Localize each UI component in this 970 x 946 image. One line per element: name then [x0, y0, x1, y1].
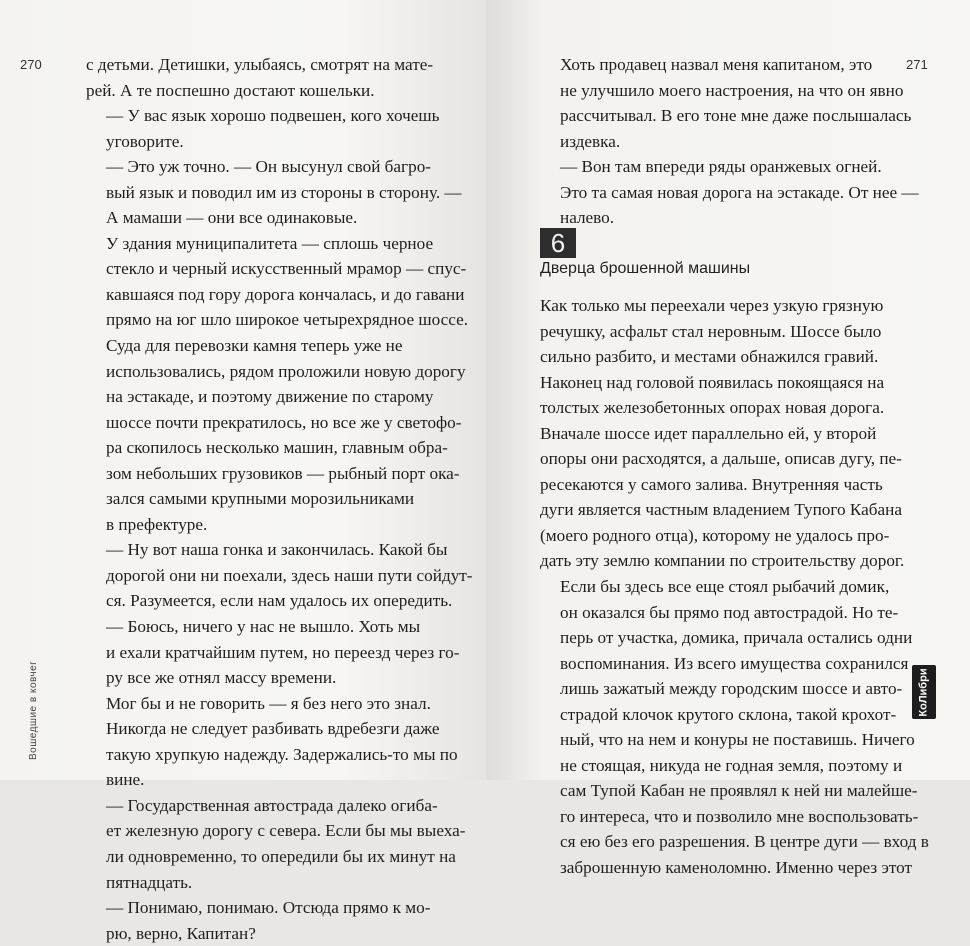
text-line: использовались, рядом проложили новую дорогу	[106, 361, 466, 381]
text-line: ресекаются у самого залива. Внутренняя часть	[540, 474, 883, 494]
left-page-text	[86, 52, 473, 946]
chapter-title: Дверца брошенной машины	[540, 260, 751, 277]
paragraph	[86, 154, 462, 231]
text-line: А мамаши — они все одинаковые.	[106, 208, 358, 228]
text-line: стекло и черный искусственный мрамор — спус-	[106, 259, 467, 279]
text-line: прямо на юг шло широкое четырехрядное шоссе.	[106, 310, 469, 330]
text-line: и ехали кратчайшим путем, но переезд через го-	[106, 642, 460, 662]
paragraph	[86, 537, 473, 614]
text-line: (моего родного отца), которому не удалось про-	[540, 525, 890, 545]
text-line: дорогой они ни поехали, здесь наши пути сойдут-	[106, 565, 473, 585]
text-line: не улучшило моего настроения, на что он явно	[560, 80, 904, 100]
text-line: уговорите.	[106, 131, 184, 151]
text-line: Хоть продавец назвал меня капитаном, это	[560, 55, 873, 74]
page-number-right: 271	[906, 57, 928, 72]
paragraph	[86, 231, 469, 538]
paragraph	[86, 793, 466, 895]
text-line: вине.	[106, 770, 145, 790]
text-line: ру все же отнял массу времени.	[106, 668, 337, 688]
text-line: ный, что на нем и конуры не поставишь. Ничего	[560, 730, 915, 750]
paragraph	[540, 52, 912, 154]
paragraph	[540, 154, 919, 231]
text-line: кавшаяся под гору дорога кончалась, и до гавани	[106, 284, 465, 304]
paragraph	[86, 614, 460, 691]
text-line: сам Тупой Кабан не проявлял к ней ни малейше-	[560, 781, 918, 801]
text-line: — Ну вот наша гонка и закончилась. Какой бы	[106, 540, 448, 560]
text-line: вый язык и поводил им из стороны в сторону. —	[106, 182, 462, 202]
text-line: зался самыми крупными морозильниками	[106, 489, 415, 509]
text-line: лишь зажатый между городским шоссе и авто-	[560, 679, 903, 699]
text-line: такую хрупкую надежду. Задержались-то мы по	[106, 744, 458, 764]
publisher-logo	[912, 665, 936, 719]
text-line: дать эту землю компании по строительству дорог.	[540, 551, 905, 571]
text-line: — Боюсь, ничего у нас не вышло. Хоть мы	[106, 617, 421, 637]
text-line: шоссе почти прекратилось, но все же у светофо-	[106, 412, 462, 432]
text-line: заброшенную каменоломню. Именно через этот	[560, 858, 913, 878]
text-line: перь от участка, домика, причала остались одни	[560, 628, 913, 648]
text-line: ся ею без его разрешения. В центре дуги — вход в	[560, 832, 929, 852]
page-number-left: 270	[20, 57, 42, 72]
text-line: Это та самая новая дорога на эстакаде. От нее —	[560, 182, 919, 202]
paragraph	[86, 103, 446, 154]
text-line: на эстакаде, и поэтому движение по старому	[106, 387, 434, 407]
text-line: — Понимаю, понимаю. Отсюда прямо к мо-	[106, 898, 431, 918]
paragraph	[86, 691, 458, 793]
text-line: не стоящая, никуда не годная земля, поэтому и	[560, 755, 903, 775]
chapter-heading	[540, 228, 750, 278]
text-line: рассчитывал. В его тоне мне даже послышалась	[560, 106, 912, 126]
text-line: Никогда не следует разбивать вдребезги даже	[106, 719, 440, 739]
text-line: воспоминания. Из всего имущества сохранился	[560, 653, 909, 673]
text-line: он оказался бы прямо под автострадой. Но те-	[560, 602, 899, 622]
text-line: ра скопилось несколько машин, главным обра-	[106, 438, 448, 458]
text-line: рю, верно, Капитан?	[106, 923, 256, 943]
paragraph	[86, 52, 446, 103]
text-line: Вначале шоссе идет параллельно ей, у второй	[540, 423, 877, 443]
running-head: Вошедшие в ковчег	[28, 660, 39, 760]
text-line: с детьми. Детишки, улыбаясь, смотрят на мате-	[86, 55, 434, 74]
text-line: издевка.	[560, 131, 621, 151]
paragraph	[540, 293, 905, 574]
left-page	[0, 0, 486, 943]
text-line: Если бы здесь все еще стоял рыбачий домик,	[560, 577, 890, 597]
text-line: зом небольших грузовиков — рыбный порт ока-	[106, 463, 460, 483]
publisher-logo-text: КоЛибри	[917, 667, 930, 717]
text-line: У здания муниципалитета — сплошь черное	[106, 233, 434, 253]
paragraph	[86, 895, 446, 946]
text-line: ся. Разумеется, если нам удалось их опередить.	[106, 591, 453, 611]
text-line: ет железную дорогу с севера. Если бы мы выеха-	[106, 821, 466, 841]
text-line: дуги является частным владением Тупого Кабана	[540, 500, 902, 520]
chapter-number: 6	[540, 228, 576, 258]
text-line: ли одновременно, то опередили бы их минут на	[106, 846, 456, 866]
text-line: Наконец над головой появилась покоящаяся на	[540, 372, 885, 392]
text-line: Суда для перевозки камня теперь уже не	[106, 336, 403, 356]
text-line: — Это уж точно. — Он высунул свой багро-	[106, 157, 432, 177]
text-line: — Государственная автострада далеко огиба-	[106, 795, 438, 815]
text-line: страдой клочок крутого склона, такой крохот-	[560, 704, 897, 724]
text-line: речушку, асфальт стал неровным. Шоссе было	[540, 321, 882, 341]
text-line: рей. А те поспешно достают кошельки.	[86, 80, 375, 100]
text-line: толстых железобетонных опорах новая дорога.	[540, 398, 885, 418]
text-line: — Вон там впереди ряды оранжевых огней.	[560, 157, 882, 177]
text-line: сильно разбито, и местами обнажился гравий.	[540, 347, 879, 367]
text-line: пятнадцать.	[106, 872, 193, 892]
text-line: опоры они расходятся, а дальше, описав дугу, пе-	[540, 449, 902, 469]
text-line: — У вас язык хорошо подвешен, кого хочешь	[106, 106, 440, 126]
text-line: го интереса, что и позволило мне воспользовать-	[560, 806, 919, 826]
text-line: налево.	[560, 208, 615, 228]
text-line: Мог бы и не говорить — я без него это знал.	[106, 693, 431, 713]
text-line: Как только мы переехали через узкую грязную	[540, 296, 884, 315]
right-page	[486, 0, 970, 878]
text-line: в префектуре.	[106, 514, 208, 534]
